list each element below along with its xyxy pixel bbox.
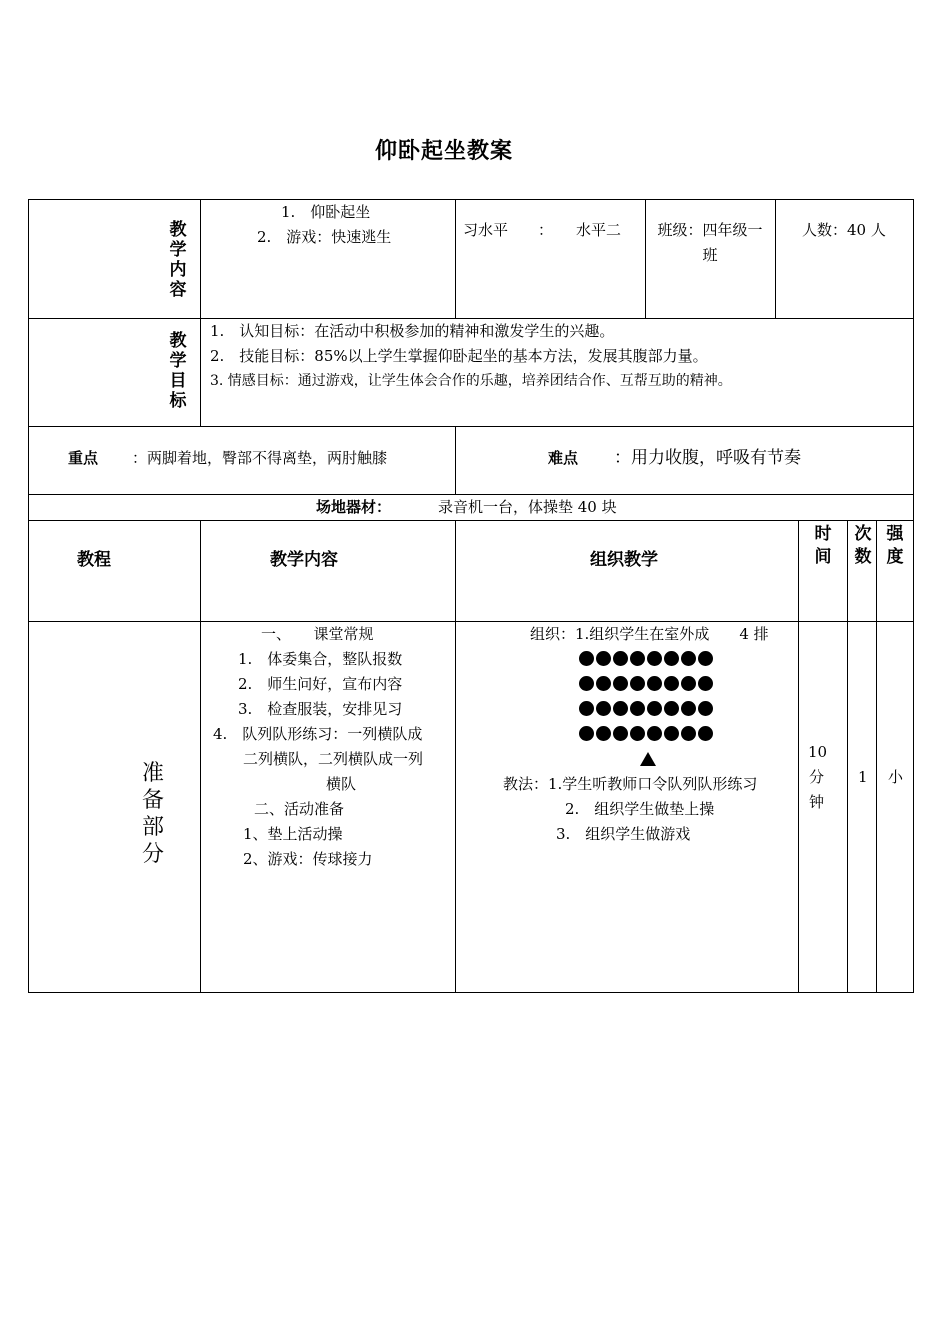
method-line-3: 3. 组织学生做游戏: [556, 825, 691, 843]
student-dot-icon: [698, 726, 713, 741]
org-intro: 组织：1.组织学生在室外成 4 排: [530, 625, 769, 643]
header-content: 教学内容: [270, 550, 338, 570]
table-row-divider: [28, 520, 914, 521]
prep-section-label: 准备部分: [141, 761, 164, 867]
table-border-right: [913, 199, 914, 993]
goal-1: 1. 认知目标：在活动中积极参加的精神和激发学生的兴趣。: [210, 322, 615, 340]
student-dot-icon: [579, 676, 594, 691]
intensity-value: 小: [888, 768, 904, 786]
header-process: 教程: [77, 550, 111, 570]
student-dot-icon: [647, 726, 662, 741]
class-line-1: 班级：四年级一: [657, 221, 763, 239]
student-dot-icon: [579, 651, 594, 666]
prep-content-line: 1. 体委集合，整队报数: [238, 650, 403, 668]
prep-content-line: 一、 课堂常规: [261, 625, 374, 643]
student-dot-icon: [681, 676, 696, 691]
student-dot-icon: [579, 726, 594, 741]
student-dot-icon: [681, 651, 696, 666]
table-border-bottom: [28, 992, 914, 993]
formation-row: [579, 701, 713, 716]
student-dot-icon: [698, 676, 713, 691]
table-col-divider: [200, 520, 201, 993]
method-line-1: 教法：1.学生听教师口令队列队形练习: [503, 775, 758, 793]
prep-content-line: 横队: [326, 775, 357, 793]
student-dot-icon: [664, 726, 679, 741]
page-title: 仰卧起坐教案: [374, 139, 513, 164]
times-value: 1: [858, 768, 868, 786]
student-dot-icon: [596, 726, 611, 741]
student-dot-icon: [613, 701, 628, 716]
table-border-top: [28, 199, 914, 200]
table-border-left: [28, 199, 29, 993]
table-col-divider: [455, 426, 456, 494]
student-dot-icon: [681, 726, 696, 741]
table-row-divider: [28, 621, 914, 622]
student-dot-icon: [596, 701, 611, 716]
content-item-1: 1. 仰卧起坐: [281, 203, 371, 221]
key-point-label: 重点: [68, 449, 99, 467]
student-dot-icon: [647, 701, 662, 716]
table-col-divider: [798, 520, 799, 993]
table-col-divider: [455, 520, 456, 993]
difficulty-label: 难点: [548, 449, 579, 467]
teaching-content-label: 教学内容: [169, 220, 187, 300]
level-value: 水平二: [576, 221, 622, 239]
student-dot-icon: [698, 701, 713, 716]
class-line-2: 班: [702, 246, 718, 264]
formation-row: [579, 676, 713, 691]
goal-2: 2. 技能目标：85%以上学生掌握仰卧起坐的基本方法，发展其腹部力量。: [210, 347, 708, 365]
teaching-goals-label: 教学目标: [169, 331, 187, 411]
student-dot-icon: [579, 701, 594, 716]
prep-content-line: 3. 检查服装，安排见习: [238, 700, 403, 718]
prep-content-line: 2. 师生问好，宣布内容: [238, 675, 403, 693]
student-dot-icon: [630, 676, 645, 691]
student-dot-icon: [613, 676, 628, 691]
table-col-divider: [775, 199, 776, 318]
table-col-divider: [200, 199, 201, 426]
content-item-2: 2. 游戏：快速逃生: [257, 228, 392, 246]
prep-content-line: 二、活动准备: [254, 800, 345, 818]
formation-row: [579, 726, 713, 741]
goal-3: 3. 情感目标：通过游戏，让学生体会合作的乐趣，培养团结合作、互帮互助的精神。: [210, 373, 732, 389]
table-col-divider: [645, 199, 646, 318]
student-dot-icon: [664, 676, 679, 691]
student-dot-icon: [613, 726, 628, 741]
time-unit-2: 钟: [809, 793, 825, 811]
student-dot-icon: [664, 701, 679, 716]
prep-content-line: 4. 队列队形练习：一列横队成: [213, 725, 423, 743]
prep-content-line: 1、垫上活动操: [243, 825, 343, 843]
student-dot-icon: [630, 651, 645, 666]
student-dot-icon: [647, 676, 662, 691]
table-col-divider: [876, 520, 877, 993]
header-organization: 组织教学: [590, 550, 658, 570]
teacher-triangle-icon: [640, 752, 656, 766]
table-row-divider: [28, 426, 914, 427]
student-dot-icon: [681, 701, 696, 716]
student-dot-icon: [664, 651, 679, 666]
equipment-label: 场地器材：: [316, 498, 392, 516]
header-time: 时间: [814, 524, 832, 567]
student-count: 人数：40 人: [802, 221, 886, 239]
prep-content-line: 二列横队，二列横队成一列: [243, 750, 424, 768]
difficulty-text: ：用力收腹，呼吸有节奏: [614, 448, 801, 468]
method-line-2: 2. 组织学生做垫上操: [565, 800, 715, 818]
key-point-text: ：两脚着地，臀部不得离垫，两肘触膝: [132, 449, 388, 467]
equipment-text: 录音机一台，体操垫 40 块: [438, 498, 617, 516]
level-label: 习水平 ：: [463, 221, 554, 239]
student-dot-icon: [647, 651, 662, 666]
table-col-divider: [847, 520, 848, 993]
student-dot-icon: [630, 726, 645, 741]
formation-row: [579, 651, 713, 666]
header-intensity: 强度: [886, 524, 904, 567]
prep-content-line: 2、游戏：传球接力: [243, 850, 373, 868]
student-dot-icon: [613, 651, 628, 666]
class-info: [650, 218, 770, 268]
student-dot-icon: [698, 651, 713, 666]
student-dot-icon: [596, 676, 611, 691]
time-unit-1: 分: [809, 768, 825, 786]
time-value: 10: [808, 743, 828, 761]
header-times: 次数: [854, 524, 872, 567]
student-dot-icon: [596, 651, 611, 666]
table-col-divider: [455, 199, 456, 318]
student-dot-icon: [630, 701, 645, 716]
